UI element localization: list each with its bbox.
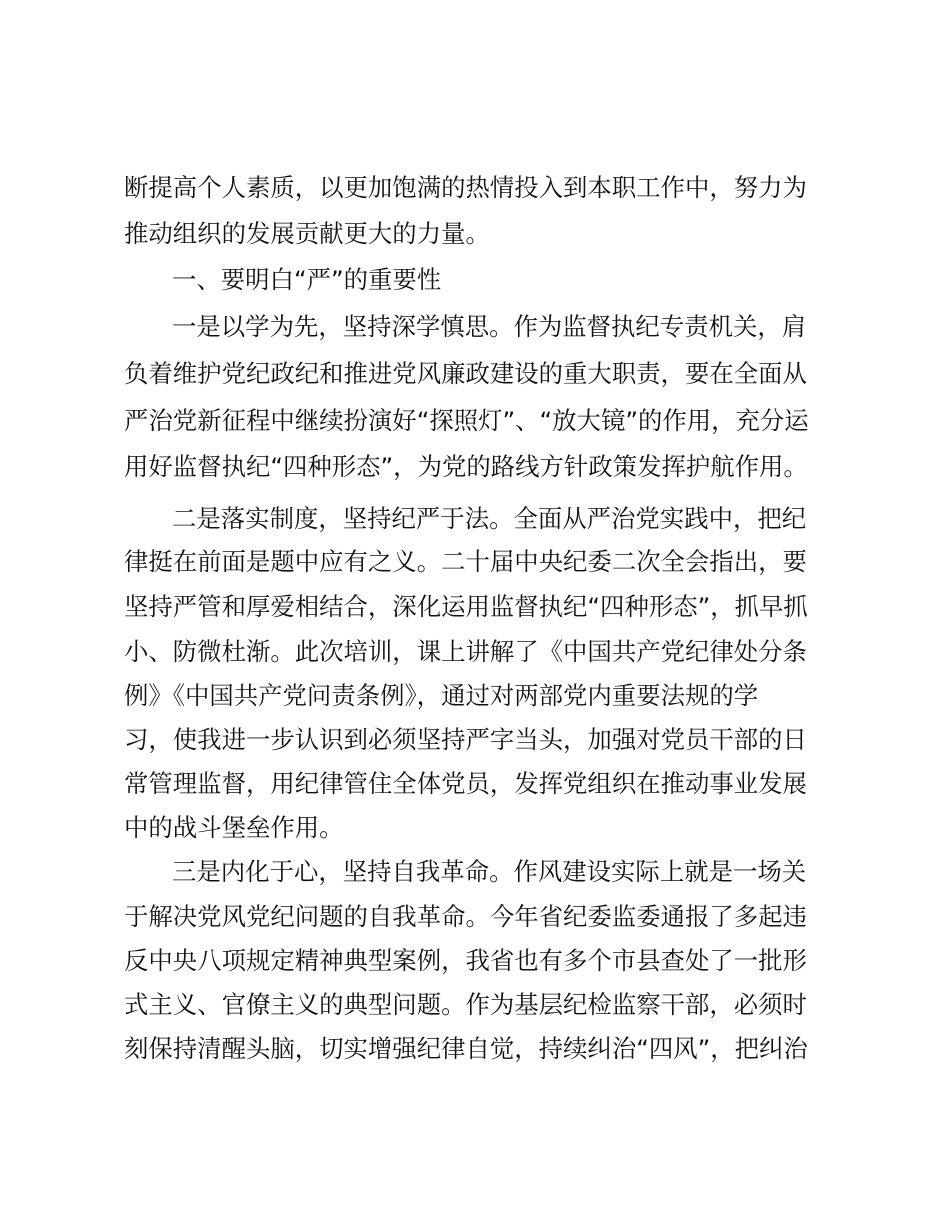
- paragraph-line: 反中央八项规定精神典型案例，我省也有多个市县查处了一批形: [124, 946, 807, 975]
- paragraph-line: 小、防微杜渐。此次培训，课上讲解了《中国共产党纪律处分条: [124, 637, 807, 666]
- paragraph-line: 习，使我进一步认识到必须坚持严字当头，加强对党员干部的日: [124, 725, 807, 754]
- paragraph-line: 一是以学为先，坚持深学慎思。作为监督执纪专责机关，肩: [172, 312, 807, 341]
- paragraph-line: 中的战斗堡垒作用。: [124, 813, 344, 842]
- paragraph-line: 负着维护党纪政纪和推进党风廉政建设的重大职责，要在全面从: [124, 359, 807, 388]
- paragraph-line: 例》《中国共产党问责条例》，通过对两部党内重要法规的学: [124, 681, 759, 710]
- paragraph-line: 刻保持清醒头脑，切实增强纪律自觉，持续纠治“四风”，把纠治: [124, 1034, 808, 1063]
- paragraph-line: 坚持严管和厚爱相结合，深化运用监督执纪“四种形态”，抓早抓: [124, 592, 808, 621]
- paragraph-line: 严治党新征程中继续扮演好“探照灯”、“放大镜”的作用，充分运: [124, 406, 809, 435]
- paragraph-line: 律挺在前面是题中应有之义。二十届中央纪委二次全会指出，要: [124, 547, 807, 576]
- paragraph-line: 三是内化于心，坚持自我革命。作风建设实际上就是一场关: [172, 857, 807, 886]
- paragraph-line: 常管理监督，用纪律管住全体党员，发挥党组织在推动事业发展: [124, 769, 807, 798]
- paragraph-line: 式主义、官僚主义的典型问题。作为基层纪检监察干部，必须时: [124, 990, 807, 1019]
- paragraph-line: 于解决党风党纪问题的自我革命。今年省纪委监委通报了多起违: [124, 902, 807, 931]
- paragraph-line: 二是落实制度，坚持纪严于法。全面从严治党实践中，把纪: [172, 504, 807, 533]
- paragraph-line: 用好监督执纪“四种形态”，为党的路线方针政策发挥护航作用。: [124, 452, 808, 481]
- paragraph-line: 断提高个人素质，以更加饱满的热情投入到本职工作中，努力为: [124, 173, 807, 202]
- paragraph-line: 推动组织的发展贡献更大的力量。: [124, 219, 490, 248]
- section-heading: 一、要明白“严”的重要性: [172, 265, 442, 294]
